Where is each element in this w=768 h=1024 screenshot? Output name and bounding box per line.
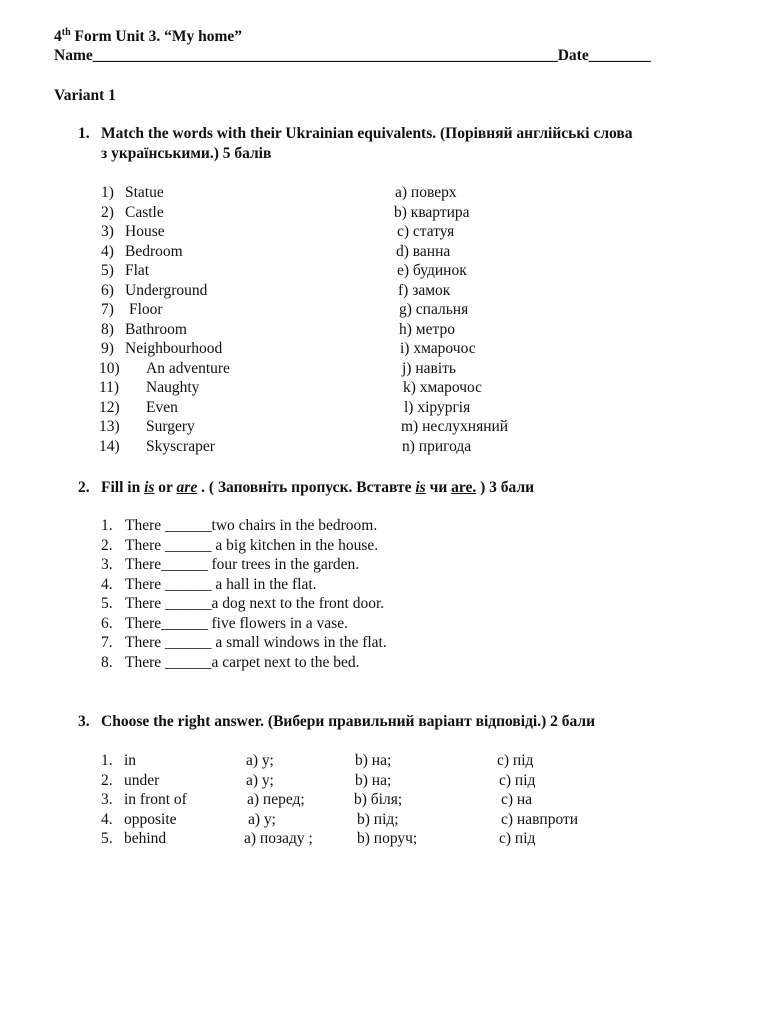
english-word: Castle: [125, 203, 164, 221]
sentence-text: There ______a dog next to the front door.: [125, 595, 385, 612]
item-number: 12): [99, 398, 120, 416]
english-word: Bathroom: [125, 320, 187, 338]
ukrainian-equivalent: k) хмарочос: [403, 379, 483, 396]
sentence-text: There ______ a hall in the flat.: [125, 575, 317, 593]
task1-number: 1.: [78, 125, 90, 142]
sentence-number: 3.: [101, 556, 113, 573]
option-a: a) у;: [246, 771, 274, 789]
item-number: 13): [99, 418, 120, 435]
preposition: opposite: [124, 810, 177, 828]
item-number: 6): [101, 281, 114, 299]
ukrainian-equivalent: a) поверх: [395, 184, 457, 201]
sentence-text: There ______two chairs in the bedroom.: [125, 517, 378, 534]
item-number: 2.: [101, 771, 113, 789]
english-word: Flat: [125, 262, 150, 279]
item-number: 14): [99, 437, 120, 455]
ukrainian-equivalent: c) статуя: [397, 223, 455, 240]
item-number: 11): [99, 379, 120, 396]
item-number: 5): [101, 262, 114, 279]
item-number: 4): [101, 242, 114, 260]
ukrainian-equivalent: l) хірургія: [404, 398, 471, 416]
english-word: Bedroom: [125, 242, 183, 260]
option-a: a) перед;: [247, 791, 305, 808]
name-date-line: Name____________________________________________________________Date________: [54, 47, 651, 64]
title-rest: Form Unit 3. “My home”: [70, 28, 242, 45]
sentence-text: There ______a carpet next to the bed.: [125, 653, 360, 671]
item-number: 3.: [101, 791, 113, 808]
ukrainian-equivalent: m) неслухняний: [401, 418, 509, 435]
option-c: c) на: [501, 791, 533, 808]
worksheet-title: [54, 27, 242, 47]
option-c: c) під: [499, 830, 536, 847]
sentence-text: There ______ a big kitchen in the house.: [125, 536, 379, 554]
option-a: a) у;: [248, 810, 276, 828]
is-word-ua: is: [415, 479, 426, 496]
english-word: Neighbourhood: [125, 340, 223, 357]
item-number: 10): [99, 359, 120, 377]
english-word: Surgery: [146, 418, 195, 435]
ukrainian-equivalent: b) квартира: [394, 203, 470, 221]
preposition: under: [124, 771, 160, 789]
english-word: Underground: [125, 281, 208, 299]
item-number: 1): [101, 184, 114, 201]
item-number: 1.: [101, 752, 113, 769]
task1-instruction-line1: Match the words with their Ukrainian equivalents. (Порівняй англійські слова: [101, 125, 633, 142]
english-word: Naughty: [146, 379, 200, 396]
item-number: 7): [101, 301, 114, 318]
option-c: c) навпроти: [501, 810, 579, 828]
sentence-text: There______ five flowers in a vase.: [125, 614, 348, 632]
task3-instruction: Choose the right answer. (Вибери правильний варіант відповіді.) 2 бали: [101, 713, 596, 730]
title-form-number: 4: [54, 28, 62, 45]
task1-instruction-line2: з українськими.) 5 балів: [101, 145, 272, 162]
preposition: in front of: [124, 791, 187, 808]
are-word: are: [176, 479, 198, 496]
title-superscript: th: [61, 26, 71, 38]
sentence-number: 5.: [101, 595, 113, 612]
variant-label: Variant 1: [54, 87, 116, 104]
sentence-number: 2.: [101, 536, 113, 554]
option-c: c) під: [497, 752, 534, 769]
option-b: b) на;: [355, 752, 392, 769]
ukrainian-equivalent: h) метро: [399, 320, 455, 338]
ukrainian-equivalent: d) ванна: [396, 242, 451, 260]
ukrainian-equivalent: g) спальня: [399, 301, 469, 318]
english-word: An adventure: [146, 359, 230, 377]
option-b: b) біля;: [354, 791, 403, 808]
ukrainian-equivalent: f) замок: [398, 281, 451, 299]
sentence-text: There______ four trees in the garden.: [125, 556, 360, 573]
sentence-text: There ______ a small windows in the flat.: [125, 634, 387, 651]
ukrainian-equivalent: j) навіть: [402, 359, 456, 377]
option-a: a) у;: [246, 752, 274, 769]
ukrainian-equivalent: i) хмарочос: [400, 340, 476, 357]
english-word: Skyscraper: [146, 437, 215, 455]
sentence-number: 4.: [101, 575, 113, 593]
english-word: Even: [146, 398, 178, 416]
task3-number: 3.: [78, 713, 90, 730]
option-b: b) на;: [355, 771, 392, 789]
option-c: c) під: [499, 771, 536, 789]
preposition: in: [124, 752, 137, 769]
english-word: Floor: [129, 301, 163, 318]
task2-instruction: Fill in is or are . ( Заповніть пропуск. Вставте is чи are. ) 3 бали: [101, 479, 535, 496]
sentence-number: 8.: [101, 653, 113, 671]
are-word-ua: are.: [451, 479, 477, 496]
ukrainian-equivalent: n) пригода: [402, 437, 472, 455]
item-number: 9): [101, 340, 114, 357]
item-number: 4.: [101, 810, 113, 828]
item-number: 2): [101, 203, 114, 221]
task2-number: 2.: [78, 479, 90, 496]
item-number: 8): [101, 320, 114, 338]
sentence-number: 6.: [101, 614, 113, 632]
sentence-number: 7.: [101, 634, 113, 651]
is-word: is: [144, 479, 155, 496]
option-b: b) поруч;: [357, 830, 418, 847]
option-a: a) позаду ;: [244, 830, 313, 847]
option-b: b) під;: [357, 810, 399, 828]
sentence-number: 1.: [101, 517, 113, 534]
english-word: Statue: [125, 184, 164, 201]
preposition: behind: [124, 830, 167, 847]
ukrainian-equivalent: e) будинок: [397, 262, 467, 279]
english-word: House: [125, 223, 165, 240]
item-number: 3): [101, 223, 114, 240]
item-number: 5.: [101, 830, 113, 847]
